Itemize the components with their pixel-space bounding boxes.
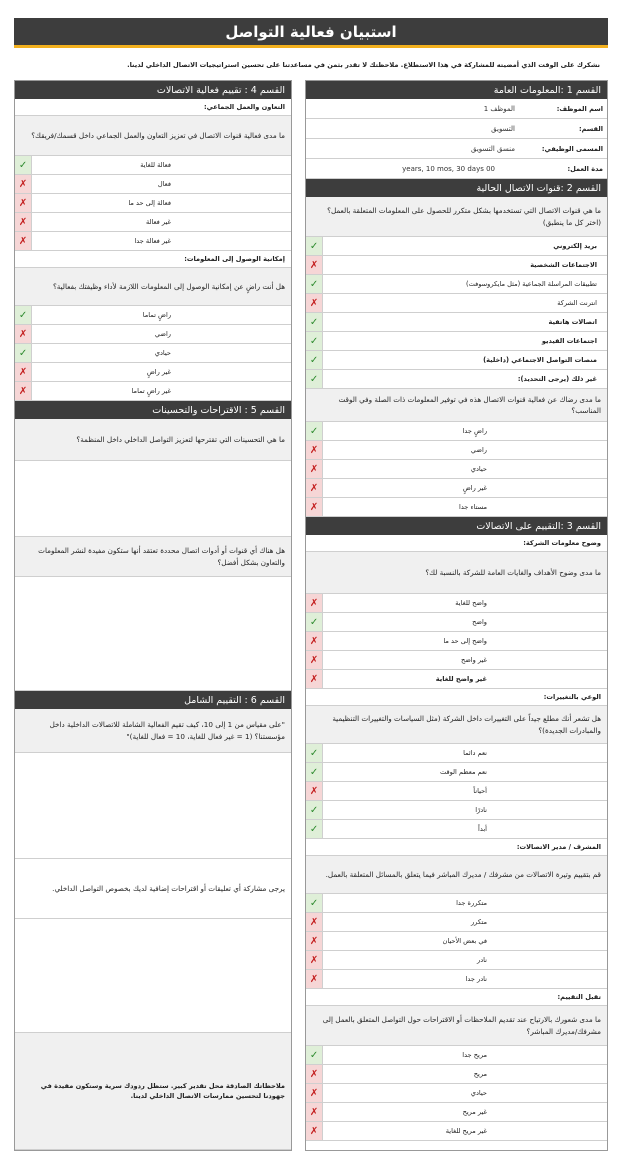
- info-label: المسمى الوظيفي:: [541, 144, 603, 153]
- option-label: راضي: [470, 446, 487, 454]
- option-label: راضٍ جدا: [462, 427, 487, 435]
- check-icon[interactable]: ✓: [15, 344, 32, 362]
- option-row[interactable]: [306, 237, 607, 256]
- option-label: فعالة للغاية: [140, 161, 171, 169]
- option-label: واضح إلى حد ما: [443, 637, 487, 645]
- section6-question1: "على مقياس من 1 إلى 10، كيف تقيم الفعالية الشاملة للاتصالات الداخلية داخل مؤسستنا؟ (1 = غير فعال للغاية، 10 = فعال للغاية)": [15, 709, 291, 753]
- section5-question1: ما هي التحسينات التي تقترحها لتعزيز التواصل الداخلي داخل المنظمة؟: [15, 419, 291, 461]
- cross-icon[interactable]: ✗: [306, 951, 323, 969]
- cross-icon[interactable]: ✗: [15, 232, 32, 250]
- option-row[interactable]: [306, 1084, 607, 1103]
- option-label: تطبيقات المراسلة الجماعية (مثل مايكروسوفت): [466, 280, 597, 288]
- option-label: بريد إلكتروني: [553, 242, 597, 250]
- cross-icon[interactable]: ✗: [15, 194, 32, 212]
- option-label: اتصالات هاتفية: [548, 318, 597, 326]
- question-text: ما مدى وضوح الأهداف والغايات العامة للشركة بالنسبة لك؟: [306, 552, 607, 594]
- section2-question2: ما مدى رضاك عن فعالية قنوات الاتصال هذه في توفير المعلومات ذات الصلة وفي الوقت المناسب؟: [306, 389, 607, 422]
- option-row[interactable]: [306, 1103, 607, 1122]
- info-value[interactable]: years, 10 mos, 30 days 00: [402, 164, 495, 173]
- option-label: اجتماعات الفيديو: [541, 337, 597, 345]
- option-label: غير مريح: [462, 1108, 487, 1116]
- info-value[interactable]: منسق التسويق: [470, 144, 515, 153]
- option-row[interactable]: [15, 325, 291, 344]
- cross-icon[interactable]: ✗: [306, 479, 323, 497]
- option-row[interactable]: [15, 344, 291, 363]
- info-row: [306, 159, 607, 179]
- option-label: واضح للغاية: [455, 599, 487, 607]
- check-icon[interactable]: ✓: [306, 332, 323, 350]
- option-row[interactable]: [306, 351, 607, 370]
- option-row[interactable]: [15, 232, 291, 251]
- question-text: ما مدى فعالية قنوات الاتصال في تعزيز التعاون والعمل الجماعي داخل قسمك/فريقك؟: [15, 116, 291, 156]
- section6-question2: يرجى مشاركة أي تعليقات أو اقتراحات إضافية لديك بخصوص التواصل الداخلي.: [15, 859, 291, 919]
- question-subhead: إمكانية الوصول إلى المعلومات:: [15, 251, 291, 268]
- option-row[interactable]: [306, 801, 607, 820]
- page-title: استبيان فعالية التواصل: [14, 18, 608, 48]
- option-row[interactable]: [306, 332, 607, 351]
- check-icon[interactable]: ✓: [15, 306, 32, 324]
- option-label: متكررة جدا: [456, 899, 487, 907]
- option-row[interactable]: [306, 970, 607, 989]
- cross-icon[interactable]: ✗: [306, 294, 323, 312]
- section4-header: القسم 4 : تقييم فعالية الاتصالات: [15, 81, 291, 99]
- check-icon[interactable]: ✓: [306, 422, 323, 440]
- check-icon[interactable]: ✓: [306, 744, 323, 762]
- info-row: [306, 119, 607, 139]
- option-row[interactable]: [306, 1065, 607, 1084]
- option-row[interactable]: [306, 294, 607, 313]
- check-icon[interactable]: ✓: [306, 1046, 323, 1064]
- section5-question2: هل هناك أي قنوات أو أدوات اتصال محددة تعتقد أنها ستكون مفيدة لنشر المعلومات والتعاون بشكل أفضل؟: [15, 537, 291, 577]
- option-label: حيادي: [154, 349, 171, 357]
- option-label: أحياناً: [473, 787, 487, 795]
- section6-answer2-area[interactable]: [15, 919, 291, 1033]
- question-subhead: وضوح معلومات الشركة:: [306, 535, 607, 552]
- option-row[interactable]: [306, 820, 607, 839]
- left-column: [14, 80, 292, 1151]
- check-icon[interactable]: ✓: [306, 275, 323, 293]
- section2-question1: ما هي قنوات الاتصال التي تستخدمها بشكل متكرر للحصول على المعلومات المتعلقة بالعمل؟ (اختر كل ما ينطبق): [306, 197, 607, 237]
- section5-answer1-area[interactable]: [15, 461, 291, 537]
- check-icon[interactable]: ✓: [306, 237, 323, 255]
- info-value[interactable]: التسويق: [491, 124, 515, 133]
- option-label: نادرًا: [475, 806, 487, 814]
- option-label: غير راضٍ: [146, 368, 171, 376]
- cross-icon[interactable]: ✗: [306, 1103, 323, 1121]
- intro-text: نشكرك على الوقت الذي أمضيته للمشاركة في هذا الاستطلاع. ملاحظتك لا تقدر بثمن في مساعدتنا على تحسين استراتيجيات الاتصال الداخلي لدينا.: [127, 61, 600, 69]
- cross-icon[interactable]: ✗: [306, 913, 323, 931]
- cross-icon[interactable]: ✗: [15, 175, 32, 193]
- section5-answer2-area[interactable]: [15, 577, 291, 691]
- option-label: أبداً: [478, 825, 487, 833]
- info-label: مدة العمل:: [567, 164, 603, 173]
- option-row[interactable]: [306, 594, 607, 613]
- closing-note: ملاحظاتك الصادقة محل تقدير كبير. ستظل ردودك سرية وستكون مفيدة في جهودنا لتحسين ممارسات الاتصال الداخلي لدينا.: [15, 1033, 291, 1150]
- section6-answer1-area[interactable]: [15, 753, 291, 859]
- option-row[interactable]: [15, 213, 291, 232]
- cross-icon[interactable]: ✗: [15, 382, 32, 400]
- option-label: غير راضٍ: [462, 484, 487, 492]
- option-row[interactable]: [306, 479, 607, 498]
- option-row[interactable]: [15, 156, 291, 175]
- info-row: [306, 99, 607, 119]
- section5-header: القسم 5 : الاقتراحات والتحسينات: [15, 401, 291, 419]
- option-label: غير فعالة: [145, 218, 171, 226]
- option-label: مريح جدا: [462, 1051, 487, 1059]
- option-row[interactable]: [306, 932, 607, 951]
- option-label: غير راضٍ تماما: [131, 387, 171, 395]
- cross-icon[interactable]: ✗: [306, 460, 323, 478]
- option-row[interactable]: [306, 651, 607, 670]
- cross-icon[interactable]: ✗: [306, 970, 323, 988]
- cross-icon[interactable]: ✗: [306, 256, 323, 274]
- cross-icon[interactable]: ✗: [306, 670, 323, 688]
- option-label: نادر جدا: [465, 975, 487, 983]
- option-label: نادر: [477, 956, 487, 964]
- check-icon[interactable]: ✓: [306, 313, 323, 331]
- option-label: مستاء جدا: [459, 503, 487, 511]
- cross-icon[interactable]: ✗: [15, 325, 32, 343]
- cross-icon[interactable]: ✗: [306, 632, 323, 650]
- option-label: فعال: [157, 180, 171, 188]
- cross-icon[interactable]: ✗: [306, 932, 323, 950]
- info-label: اسم الموظف:: [556, 104, 603, 113]
- question-subhead: الوعي بالتغييرات:: [306, 689, 607, 706]
- option-label: واضح: [472, 618, 487, 626]
- check-icon[interactable]: ✓: [306, 370, 323, 388]
- option-label: متكرر: [471, 918, 487, 926]
- option-row[interactable]: [306, 370, 607, 389]
- option-row[interactable]: [306, 460, 607, 479]
- option-label: غير واضح: [460, 656, 487, 664]
- cross-icon[interactable]: ✗: [306, 1122, 323, 1140]
- option-label: راضٍ تماما: [142, 311, 171, 319]
- option-label: انترنت الشركة: [557, 299, 597, 307]
- option-label: حيادي: [470, 465, 487, 473]
- cross-icon[interactable]: ✗: [306, 441, 323, 459]
- option-row[interactable]: [306, 744, 607, 763]
- option-row[interactable]: [306, 613, 607, 632]
- option-label: غير ذلك (يرجى التحديد):: [517, 375, 597, 383]
- cross-icon[interactable]: ✗: [306, 651, 323, 669]
- section1-header: القسم 1 :المعلومات العامة: [306, 81, 607, 99]
- option-row[interactable]: [306, 1046, 607, 1065]
- question-subhead: المشرف / مدير الاتصالات:: [306, 839, 607, 856]
- option-row[interactable]: [15, 382, 291, 401]
- check-icon[interactable]: ✓: [306, 763, 323, 781]
- question-text: ما مدى شعورك بالارتياح عند تقديم الملاحظات أو الاقتراحات حول التواصل المتعلق بالعمل إلى مشرفك/مديرك المباشر؟: [306, 1006, 607, 1046]
- option-label: راضي: [154, 330, 171, 338]
- option-label: مريح: [473, 1070, 487, 1078]
- right-column: [305, 80, 608, 1151]
- option-label: الاجتماعات الشخصية: [530, 261, 597, 269]
- option-row[interactable]: [15, 306, 291, 325]
- info-label: القسم:: [579, 124, 603, 133]
- check-icon[interactable]: ✓: [306, 351, 323, 369]
- option-label: فعالة إلى حد ما: [128, 199, 171, 207]
- cross-icon[interactable]: ✗: [306, 782, 323, 800]
- option-row[interactable]: [306, 1122, 607, 1141]
- option-row[interactable]: [15, 194, 291, 213]
- option-row[interactable]: [306, 894, 607, 913]
- option-row[interactable]: [306, 441, 607, 460]
- check-icon[interactable]: ✓: [15, 156, 32, 174]
- check-icon[interactable]: ✓: [306, 801, 323, 819]
- info-value[interactable]: الموظف 1: [483, 104, 515, 113]
- question-text: هل أنت راضٍ عن إمكانية الوصول إلى المعلومات اللازمة لأداء وظيفتك بفعالية؟: [15, 268, 291, 306]
- section3-header: القسم 3 :التقييم على الاتصالات: [306, 517, 607, 535]
- check-icon[interactable]: ✓: [306, 820, 323, 838]
- question-text: هل تشعر أنك مطلع جيداً على التغييرات داخل الشركة (مثل السياسات والتغييرات التنظيمية والمبادرات الجديدة)؟: [306, 706, 607, 744]
- cross-icon[interactable]: ✗: [306, 1084, 323, 1102]
- option-row[interactable]: [306, 782, 607, 801]
- question-subhead: التعاون والعمل الجماعي:: [15, 99, 291, 116]
- option-label: غير فعالة جدا: [134, 237, 171, 245]
- section2-header: القسم 2 :قنوات الاتصال الحالية: [306, 179, 607, 197]
- cross-icon[interactable]: ✗: [15, 363, 32, 381]
- cross-icon[interactable]: ✗: [15, 213, 32, 231]
- question-subhead: تقبل التقييم:: [306, 989, 607, 1006]
- option-row[interactable]: [306, 275, 607, 294]
- cross-icon[interactable]: ✗: [306, 498, 323, 516]
- option-label: نعم دائما: [463, 749, 487, 757]
- option-row[interactable]: [306, 951, 607, 970]
- option-row[interactable]: [306, 632, 607, 651]
- option-label: منصات التواصل الاجتماعي (داخلية): [483, 356, 597, 364]
- option-row[interactable]: [15, 363, 291, 382]
- option-label: نعم معظم الوقت: [440, 768, 487, 776]
- check-icon[interactable]: ✓: [306, 613, 323, 631]
- option-label: غير مريح للغاية: [445, 1127, 487, 1135]
- option-row[interactable]: [306, 670, 607, 689]
- question-text: قم بتقييم وتيرة الاتصالات من مشرفك / مديرك المباشر فيما يتعلق بالمسائل المتعلقة بالعمل.: [306, 856, 607, 894]
- cross-icon[interactable]: ✗: [306, 1065, 323, 1083]
- section6-header: القسم 6 : التقييم الشامل: [15, 691, 291, 709]
- option-row[interactable]: [15, 175, 291, 194]
- option-row[interactable]: [306, 913, 607, 932]
- option-row[interactable]: [306, 422, 607, 441]
- option-row[interactable]: [306, 256, 607, 275]
- option-label: حيادي: [470, 1089, 487, 1097]
- check-icon[interactable]: ✓: [306, 894, 323, 912]
- option-row[interactable]: [306, 763, 607, 782]
- option-label: في بعض الأحيان: [442, 937, 487, 945]
- info-row: [306, 139, 607, 159]
- option-label: غير واضح للغاية: [435, 675, 487, 683]
- option-row[interactable]: [306, 498, 607, 517]
- option-row[interactable]: [306, 313, 607, 332]
- cross-icon[interactable]: ✗: [306, 594, 323, 612]
